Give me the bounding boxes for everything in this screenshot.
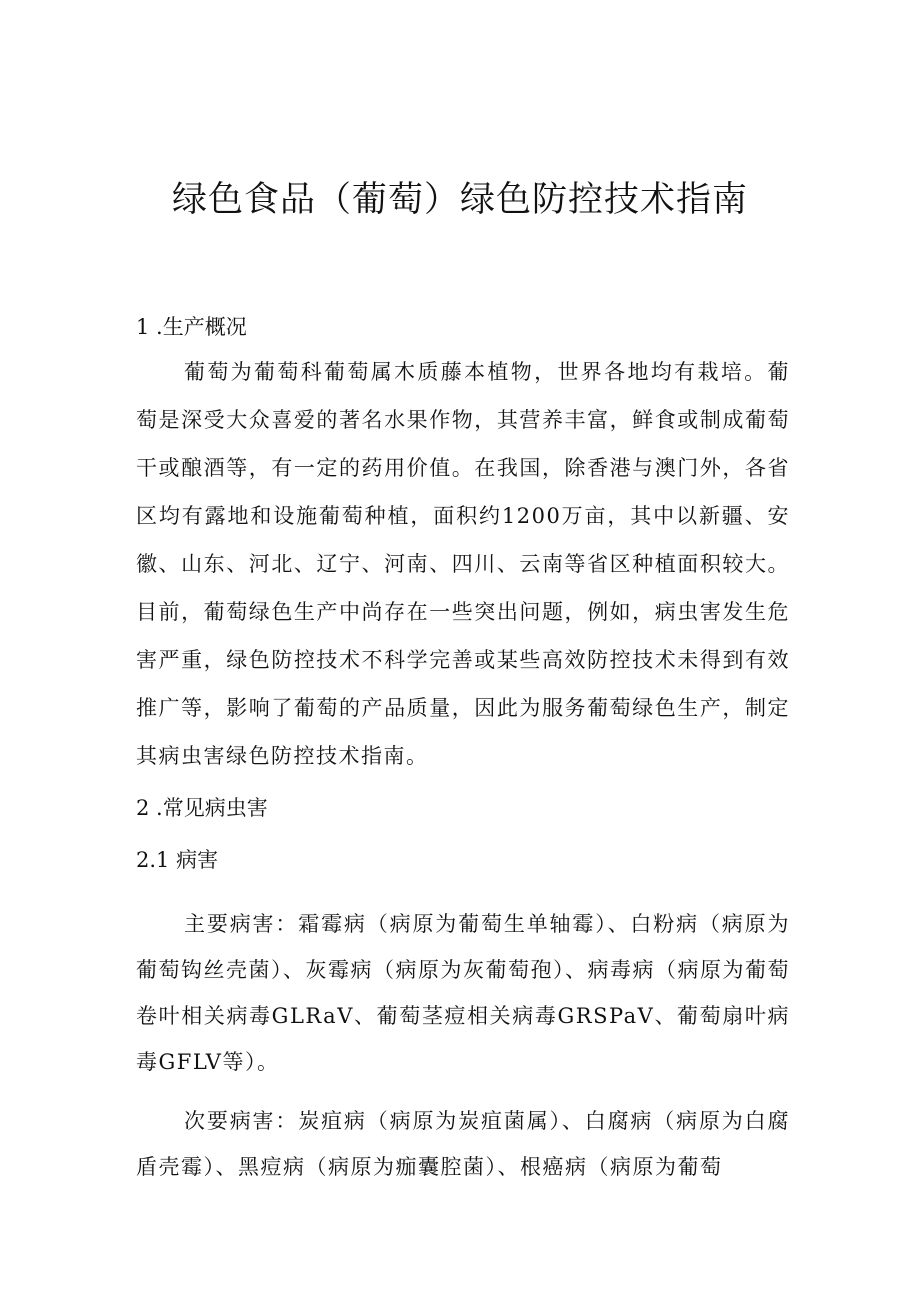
- section-1-heading: 1 .生产概况: [136, 315, 247, 339]
- secondary-diseases-paragraph: 次要病害：炭疽病（病原为炭疽菌属）、白腐病（病原为白腐盾壳霉）、黑痘病（病原为痂囊腔菌）、根癌病（病原为葡萄: [136, 1109, 790, 1179]
- section-2-heading: 2 .常见病虫害: [136, 796, 268, 820]
- document-title: 绿色食品（葡萄）绿色防控技术指南: [171, 180, 748, 220]
- main-diseases-paragraph: 主要病害：霜霉病（病原为葡萄生单轴霉）、白粉病（病原为葡萄钩丝壳菌）、灰霉病（病原为灰葡萄孢）、病毒病（病原为葡萄卷叶相关病毒GLRaV、葡萄茎痘相关病毒GRSPaV、葡萄扇叶病毒GFLV等）。: [136, 912, 790, 1074]
- section-1-paragraph: 葡萄为葡萄科葡萄属木质藤本植物，世界各地均有栽培。葡萄是深受大众喜爱的著名水果作物，其营养丰富，鲜食或制成葡萄干或酿酒等，有一定的药用价值。在我国，除香港与澳门外，各省区均有露地和设施葡萄种植，面积约1200万亩，其中以新疆、安徽、山东、河北、辽宁、河南、四川、云南等省区种植面积较大。目前，葡萄绿色生产中尚存在一些突出问题，例如，病虫害发生危害严重，绿色防控技术不科学完善或某些高效防控技术未得到有效推广等，影响了葡萄的产品质量，因此为服务葡萄绿色生产，制定其病虫害绿色防控技术指南。: [136, 360, 790, 768]
- section-2-1-heading: 2.1 病害: [136, 848, 219, 872]
